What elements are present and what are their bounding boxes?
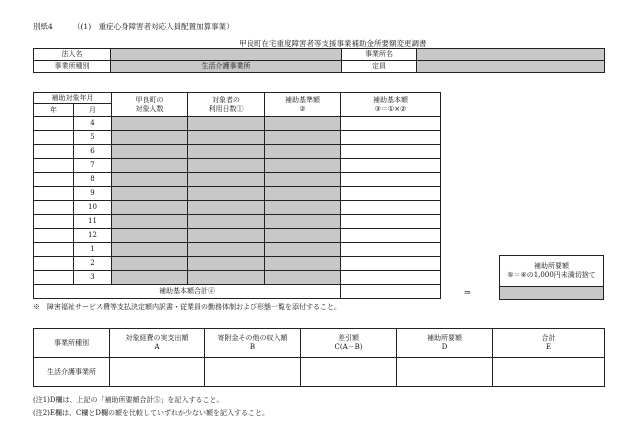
month-header: 月 <box>74 104 112 117</box>
month-row <box>34 131 441 145</box>
base-amount-cell[interactable] <box>341 187 441 201</box>
standard-amount-cell[interactable] <box>265 145 341 159</box>
month-cell: 1 <box>74 243 112 257</box>
standard-amount-cell[interactable] <box>265 117 341 131</box>
col-base-amount-header: 補助基本額 ③＝①×② <box>341 93 441 117</box>
cell-e[interactable] <box>493 358 605 387</box>
target-count-cell[interactable] <box>112 159 188 173</box>
type-value[interactable]: 生活介護事業所 <box>111 61 342 73</box>
form-subtitle: （(1) 重症心身障害者対応人員配置加算事業） <box>73 22 234 31</box>
target-count-cell[interactable] <box>112 215 188 229</box>
col-a-header: 対象経費の実支出額 A <box>110 329 205 358</box>
footnote-1: (注1)D欄は、上記の「補助所要額合計⑤」を記入すること。 <box>33 396 224 404</box>
year-cell[interactable] <box>34 117 74 131</box>
standard-amount-cell[interactable] <box>265 257 341 271</box>
base-amount-cell[interactable] <box>341 201 441 215</box>
capacity-label: 定員 <box>342 61 417 73</box>
year-cell[interactable] <box>34 229 74 243</box>
year-cell[interactable] <box>34 257 74 271</box>
use-days-cell[interactable] <box>188 187 265 201</box>
target-count-cell[interactable] <box>112 145 188 159</box>
target-count-cell[interactable] <box>112 201 188 215</box>
cell-d[interactable] <box>397 358 493 387</box>
page-title: 甲良町在宅重度障害者等支援事業補助金所要額変更調書 <box>239 39 427 48</box>
total-value[interactable] <box>341 285 441 299</box>
capacity-value[interactable] <box>417 61 605 73</box>
year-cell[interactable] <box>34 131 74 145</box>
use-days-cell[interactable] <box>188 257 265 271</box>
month-row <box>34 271 441 285</box>
info-table <box>33 48 605 73</box>
month-row <box>34 117 441 131</box>
cell-a[interactable] <box>110 358 205 387</box>
office-value[interactable] <box>417 49 605 61</box>
year-cell[interactable] <box>34 215 74 229</box>
month-cell: 9 <box>74 187 112 201</box>
expense-table <box>33 328 605 387</box>
year-cell[interactable] <box>34 145 74 159</box>
total-label: 補助基本額合計④ <box>34 285 341 299</box>
month-cell: 10 <box>74 201 112 215</box>
use-days-cell[interactable] <box>188 243 265 257</box>
required-amount-label: 補助所要額 ⑤＝④の1,000円未満切捨て <box>500 256 604 287</box>
target-count-cell[interactable] <box>112 243 188 257</box>
col-c-header: 差引額 C(A－B) <box>301 329 397 358</box>
base-amount-cell[interactable] <box>341 117 441 131</box>
col-target-count-header: 甲良町の 対象人数 <box>112 93 188 117</box>
col-d-header: 補助所要額 D <box>397 329 493 358</box>
month-cell: 5 <box>74 131 112 145</box>
month-row <box>34 215 441 229</box>
target-count-cell[interactable] <box>112 117 188 131</box>
base-amount-cell[interactable] <box>341 271 441 285</box>
target-count-cell[interactable] <box>112 271 188 285</box>
base-amount-cell[interactable] <box>341 243 441 257</box>
use-days-cell[interactable] <box>188 173 265 187</box>
month-cell: 2 <box>74 257 112 271</box>
standard-amount-cell[interactable] <box>265 187 341 201</box>
target-count-cell[interactable] <box>112 131 188 145</box>
month-cell: 8 <box>74 173 112 187</box>
month-row <box>34 229 441 243</box>
standard-amount-cell[interactable] <box>265 271 341 285</box>
year-cell[interactable] <box>34 243 74 257</box>
use-days-cell[interactable] <box>188 271 265 285</box>
col-b-header: 寄附金その他の収入額 B <box>205 329 301 358</box>
base-amount-cell[interactable] <box>341 145 441 159</box>
month-row <box>34 257 441 271</box>
month-cell: 7 <box>74 159 112 173</box>
use-days-cell[interactable] <box>188 131 265 145</box>
col-standard-amount-header: 補助基準額 ② <box>265 93 341 117</box>
year-cell[interactable] <box>34 187 74 201</box>
month-row <box>34 173 441 187</box>
target-count-cell[interactable] <box>112 229 188 243</box>
month-cell: 6 <box>74 145 112 159</box>
use-days-cell[interactable] <box>188 117 265 131</box>
standard-amount-cell[interactable] <box>265 173 341 187</box>
base-amount-cell[interactable] <box>341 257 441 271</box>
year-cell[interactable] <box>34 173 74 187</box>
use-days-cell[interactable] <box>188 215 265 229</box>
use-days-cell[interactable] <box>188 229 265 243</box>
standard-amount-cell[interactable] <box>265 215 341 229</box>
month-cell: 12 <box>74 229 112 243</box>
base-amount-cell[interactable] <box>341 229 441 243</box>
month-cell: 3 <box>74 271 112 285</box>
standard-amount-cell[interactable] <box>265 229 341 243</box>
period-header: 補助対象年月 <box>34 93 112 104</box>
year-cell[interactable] <box>34 271 74 285</box>
month-row <box>34 187 441 201</box>
use-days-cell[interactable] <box>188 201 265 215</box>
form-number: 別紙4 <box>33 22 53 31</box>
col-use-days-header: 対象者の 利用日数① <box>188 93 265 117</box>
standard-amount-cell[interactable] <box>265 201 341 215</box>
arrow: ⇒ <box>464 288 471 297</box>
bottom-type-header: 事業所種別 <box>34 329 110 358</box>
year-header: 年 <box>34 104 74 117</box>
target-count-cell[interactable] <box>112 257 188 271</box>
base-amount-cell[interactable] <box>341 173 441 187</box>
month-cell: 4 <box>74 117 112 131</box>
monthly-table <box>33 92 441 299</box>
month-row <box>34 145 441 159</box>
cell-c[interactable] <box>301 358 397 387</box>
year-cell[interactable] <box>34 159 74 173</box>
attach-note: ※ 障害福祉サービス費等支払決定額内訳書・従業員の勤務体制および形態一覧を添付すること。 <box>33 303 341 311</box>
month-cell: 11 <box>74 215 112 229</box>
month-row <box>34 201 441 215</box>
footnote-2: (注2)E欄は、C欄とD欄の額を比較していずれか少ない額を記入すること。 <box>33 409 269 417</box>
standard-amount-cell[interactable] <box>265 159 341 173</box>
office-label: 事業所名 <box>342 49 417 61</box>
target-count-cell[interactable] <box>112 187 188 201</box>
base-amount-cell[interactable] <box>341 159 441 173</box>
year-cell[interactable] <box>34 201 74 215</box>
target-count-cell[interactable] <box>112 173 188 187</box>
required-amount-value[interactable] <box>500 287 604 300</box>
standard-amount-cell[interactable] <box>265 243 341 257</box>
use-days-cell[interactable] <box>188 159 265 173</box>
cell-b[interactable] <box>205 358 301 387</box>
base-amount-cell[interactable] <box>341 215 441 229</box>
col-e-header: 合計 E <box>493 329 605 358</box>
corp-label: 法人名 <box>34 49 111 61</box>
use-days-cell[interactable] <box>188 145 265 159</box>
type-label: 事業所種別 <box>34 61 111 73</box>
month-row <box>34 159 441 173</box>
corp-value[interactable] <box>111 49 342 61</box>
required-amount-box <box>499 255 604 300</box>
standard-amount-cell[interactable] <box>265 131 341 145</box>
bottom-row-label: 生活介護事業所 <box>34 358 110 387</box>
month-row <box>34 243 441 257</box>
base-amount-cell[interactable] <box>341 131 441 145</box>
